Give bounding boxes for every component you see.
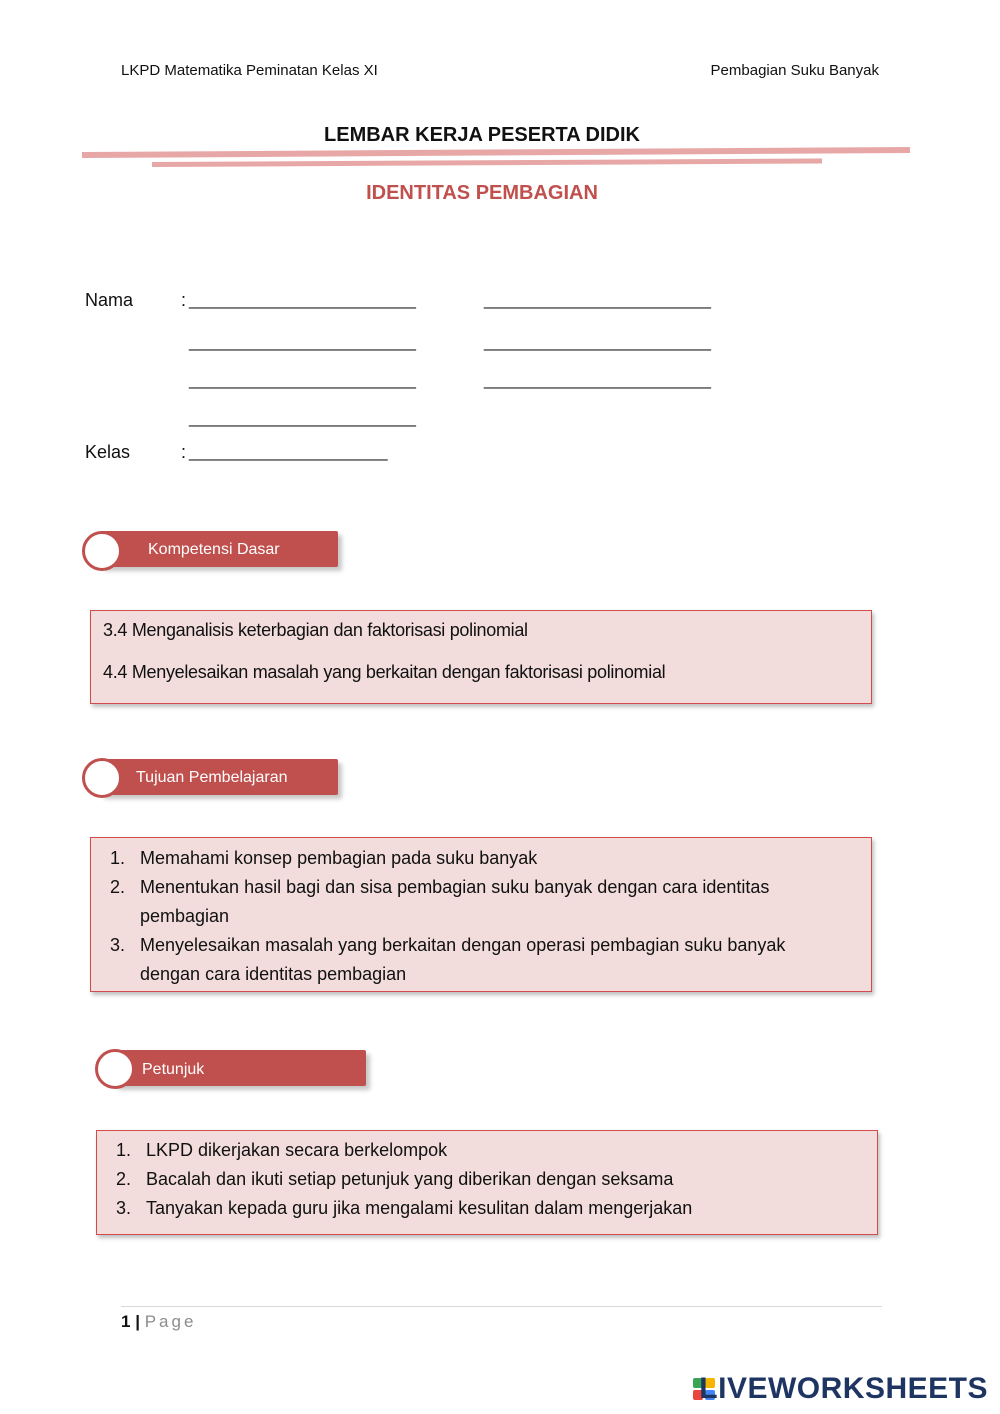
petunjuk-list: [97, 1136, 867, 1223]
petunjuk-heading-circle: [95, 1049, 135, 1089]
tujuan-heading-circle: [82, 758, 122, 798]
list-item-text: Tanyakan kepada guru jika mengalami kesulitan dalam mengerjakan: [146, 1198, 693, 1218]
decorative-line-bottom: [152, 158, 822, 167]
list-item-number: 3.: [116, 1198, 132, 1218]
nama-field-2[interactable]: ________________________: [484, 290, 711, 309]
kompetensi-item-2: 4.4 Menyelesaikan masalah yang berkaitan dengan faktorisasi polinomial: [103, 662, 666, 682]
list-item-text: Memahami konsep pembagian pada suku banyak: [140, 848, 538, 868]
footer-divider: [121, 1306, 882, 1307]
list-item-text: LKPD dikerjakan secara berkelompok: [146, 1140, 448, 1160]
nama-colon: :: [181, 290, 187, 310]
kompetensi-item-1: 3.4 Menganalisis keterbagian dan faktorisasi polinomial: [103, 620, 528, 640]
list-item: [97, 1136, 867, 1165]
list-item-number: 1.: [116, 1140, 132, 1160]
header-right-text: Pembagian Suku Banyak: [710, 62, 879, 79]
kelas-colon: :: [181, 442, 187, 462]
nama-field-7[interactable]: ________________________: [189, 408, 416, 427]
list-item: [97, 1165, 867, 1194]
page-separator: |: [135, 1312, 140, 1331]
list-item-text: Menentukan hasil bagi dan sisa pembagian suku banyak dengan cara identitas: [140, 877, 770, 897]
list-item-number: 2.: [116, 1169, 132, 1189]
tujuan-heading: Tujuan Pembelajaran: [136, 769, 288, 786]
kelas-field[interactable]: _____________________: [189, 442, 388, 461]
list-item: [91, 931, 861, 989]
nama-field-5[interactable]: ________________________: [189, 370, 416, 389]
nama-field-4[interactable]: ________________________: [484, 332, 711, 351]
nama-field-6[interactable]: ________________________: [484, 370, 711, 389]
liveworksheets-brand[interactable]: LIVEWORKSHEETS: [699, 1372, 988, 1405]
tujuan-box: [90, 837, 872, 992]
page-footer: [121, 1312, 196, 1332]
petunjuk-heading: Petunjuk: [142, 1061, 205, 1078]
kompetensi-box: [90, 610, 872, 704]
nama-field-1[interactable]: ________________________: [189, 290, 416, 309]
list-item-text: Menyelesaikan masalah yang berkaitan dengan operasi pembagian suku banyak: [140, 935, 786, 955]
list-item: [97, 1194, 867, 1223]
list-item: [91, 873, 861, 931]
document-subtitle: IDENTITAS PEMBAGIAN: [366, 182, 598, 204]
kompetensi-heading: Kompetensi Dasar: [148, 541, 280, 558]
page-word: Page: [144, 1312, 197, 1331]
list-item-number: 2.: [110, 877, 126, 897]
tujuan-list: [91, 844, 861, 989]
kelas-label: Kelas: [85, 442, 131, 462]
list-item-number: 1.: [110, 848, 126, 868]
list-item-text: Bacalah dan ikuti setiap petunjuk yang diberikan dengan seksama: [146, 1169, 674, 1189]
list-item-number: 3.: [110, 935, 126, 955]
page-number: 1: [121, 1312, 131, 1331]
decorative-line-top: [82, 147, 910, 158]
petunjuk-box: [96, 1130, 878, 1235]
nama-label: Nama: [85, 290, 134, 310]
list-item-text-continued: pembagian: [140, 906, 230, 926]
list-item-text-continued: dengan cara identitas pembagian: [140, 964, 407, 984]
nama-field-3[interactable]: ________________________: [189, 332, 416, 351]
kompetensi-heading-circle: [82, 531, 122, 571]
header-left-text: LKPD Matematika Peminatan Kelas XI: [121, 62, 378, 79]
list-item: [91, 844, 861, 873]
document-title: LEMBAR KERJA PESERTA DIDIK: [324, 124, 640, 146]
